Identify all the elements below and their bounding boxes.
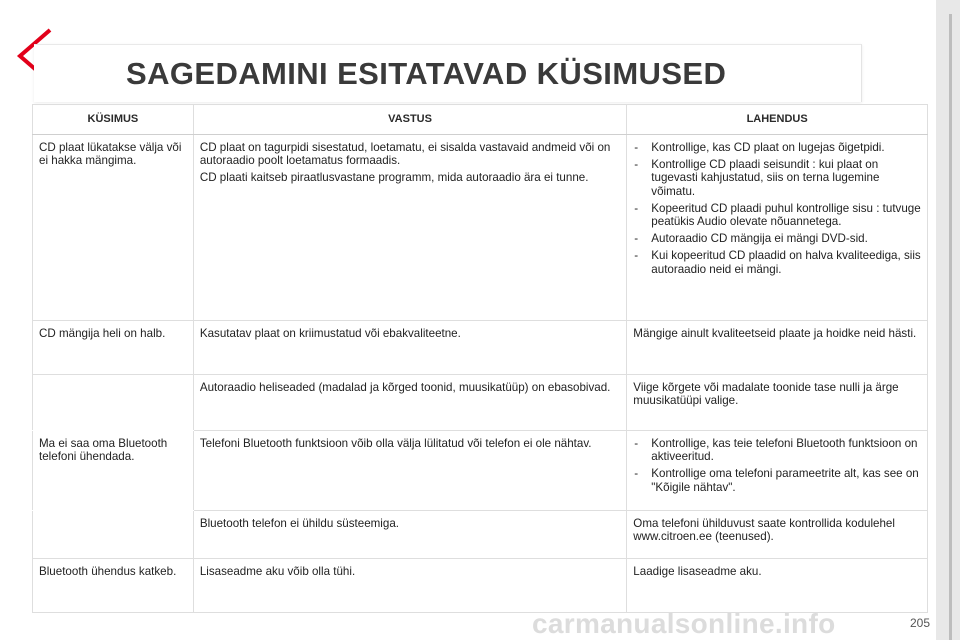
solution-item: - Kontrollige, kas CD plaat on lugejas õigetpidi. <box>633 141 921 154</box>
watermark: carmanualsonline.info <box>532 608 836 639</box>
column-header-solution: LAHENDUS <box>627 105 928 135</box>
answer-cell: Bluetooth telefon ei ühildu süsteemiga. <box>193 511 626 559</box>
question-cell <box>33 511 194 559</box>
solution-cell: Oma telefoni ühilduvust saate kontrollida kodulehel www.citroen.ee (teenused). <box>627 511 928 559</box>
solution-list <box>633 141 921 276</box>
faq-table <box>32 104 928 613</box>
solution-item: - Autoraadio CD mängija ei mängi DVD-sid. <box>633 232 921 245</box>
answer-cell <box>193 135 626 321</box>
solution-cell: Laadige lisaseadme aku. <box>627 559 928 613</box>
table-row <box>33 559 928 613</box>
table-header-row <box>33 105 928 135</box>
column-header-question: KÜSIMUS <box>33 105 194 135</box>
question-cell: CD mängija heli on halb. <box>33 321 194 375</box>
column-header-answer: VASTUS <box>193 105 626 135</box>
answer-paragraph: CD plaat on tagurpidi sisestatud, loetamatu, ei sisalda vastavaid andmeid või on autoraadio poolt loetamatus formaadis. <box>199 141 611 168</box>
table-row <box>33 135 928 321</box>
question-cell <box>33 375 194 431</box>
question-cell: CD plaat lükatakse välja või ei hakka mängima. <box>33 135 194 321</box>
solution-cell: Mängige ainult kvaliteetseid plaate ja hoidke neid hästi. <box>627 321 928 375</box>
answer-paragraph: CD plaati kaitseb piraatlusvastane programm, mida autoraadio ära ei tunne. <box>199 171 589 185</box>
solution-cell <box>627 135 928 321</box>
page-title: SAGEDAMINI ESITATAVAD KÜSIMUSED <box>126 56 727 91</box>
solution-cell: Viige kõrgete või madalate toonide tase nulli ja ärge muusikatüüpi valige. <box>627 375 928 431</box>
answer-cell: Autoraadio heliseaded (madalad ja kõrged toonid, muusikatüüp) on ebasobivad. <box>193 375 626 431</box>
solution-list <box>633 437 921 494</box>
table-row <box>33 431 928 511</box>
solution-item: - Kui kopeeritud CD plaadid on halva kvaliteediga, siis autoraadio neid ei mängi. <box>633 249 921 275</box>
page-number: 205 <box>909 616 930 630</box>
question-cell: Ma ei saa oma Bluetooth telefoni ühendada. <box>33 431 194 511</box>
answer-cell: Telefoni Bluetooth funktsioon võib olla välja lülitatud või telefon ei ole nähtav. <box>193 431 626 511</box>
question-cell: Bluetooth ühendus katkeb. <box>33 559 194 613</box>
solution-item: - Kontrollige, kas teie telefoni Bluetooth funktsioon on aktiveeritud. <box>633 437 921 463</box>
table-row <box>33 511 928 559</box>
side-strip <box>936 0 960 640</box>
solution-item: - Kontrollige oma telefoni parameetrite alt, kas see on "Kõigile nähtav". <box>633 467 921 493</box>
solution-item: - Kontrollige CD plaadi seisundit : kui plaat on tugevasti kahjustatud, siis on terna lugemine võimatu. <box>633 158 921 198</box>
table-row <box>33 375 928 431</box>
solution-cell <box>627 431 928 511</box>
answer-cell: Lisaseadme aku võib olla tühi. <box>193 559 626 613</box>
solution-item: - Kopeeritud CD plaadi puhul kontrollige sisu : tutvuge peatükis Audio olevate nõuannetega. <box>633 202 921 228</box>
table-row <box>33 321 928 375</box>
answer-cell: Kasutatav plaat on kriimustatud või ebakvaliteetne. <box>193 321 626 375</box>
